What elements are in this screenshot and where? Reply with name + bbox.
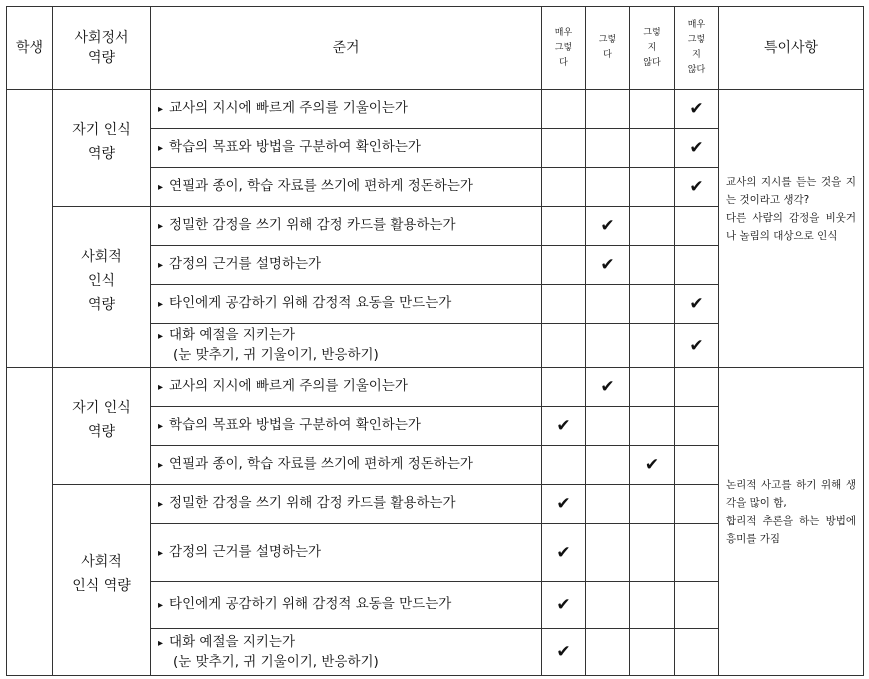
header-scale-strongly-disagree: 매우 그렇 지 않다 <box>675 7 719 90</box>
rating-cell <box>675 90 719 129</box>
criterion-cell <box>151 629 542 676</box>
criterion-cell <box>151 129 542 168</box>
rating-cell <box>630 246 675 285</box>
header-criteria: 준거 <box>151 7 542 90</box>
rating-cell <box>586 524 630 582</box>
rating-cell <box>586 207 630 246</box>
bullet-icon: ▸ <box>158 182 164 193</box>
rating-cell <box>542 485 586 524</box>
criterion-text: 학습의 목표와 방법을 구분하여 확인하는가 <box>169 139 421 155</box>
competency-label: 자기 인식 <box>72 122 131 138</box>
bullet-icon: ▸ <box>158 299 164 310</box>
criterion-cell <box>151 285 542 324</box>
rating-cell <box>542 582 586 629</box>
rating-cell <box>630 207 675 246</box>
header-competency: 사회정서 역량 <box>53 7 151 90</box>
competency-label: 역량 <box>87 146 116 162</box>
check-icon: ✔ <box>689 177 704 197</box>
criterion-text: 연필과 종이, 학습 자료를 쓰기에 편하게 정돈하는가 <box>169 178 473 194</box>
rating-cell <box>542 524 586 582</box>
rating-cell <box>586 629 630 676</box>
rating-cell <box>675 629 719 676</box>
rating-cell <box>586 446 630 485</box>
bullet-icon: ▸ <box>158 260 164 271</box>
rating-cell <box>675 485 719 524</box>
criterion-cell <box>151 446 542 485</box>
rating-cell <box>675 368 719 407</box>
criterion-text: 감정의 근거를 설명하는가 <box>169 256 322 272</box>
rating-cell <box>586 582 630 629</box>
rating-cell <box>630 168 675 207</box>
rating-cell <box>630 485 675 524</box>
table-body <box>7 90 864 676</box>
check-icon: ✔ <box>556 542 571 563</box>
criterion-text: 연필과 종이, 학습 자료를 쓰기에 편하게 정돈하는가 <box>169 456 473 472</box>
rating-cell <box>542 90 586 129</box>
bullet-icon: ▸ <box>158 499 164 510</box>
header-notes: 특이사항 <box>719 7 864 90</box>
rating-cell <box>675 324 719 368</box>
criterion-cell <box>151 246 542 285</box>
competency-cell <box>53 207 151 368</box>
rating-cell <box>586 485 630 524</box>
rating-cell <box>675 207 719 246</box>
rating-cell <box>586 285 630 324</box>
competency-cell <box>53 368 151 485</box>
criterion-cell <box>151 207 542 246</box>
rating-cell <box>675 407 719 446</box>
rating-cell <box>675 524 719 582</box>
criterion-text: 학습의 목표와 방법을 구분하여 확인하는가 <box>169 417 421 433</box>
note-text: 합리적 추론을 하는 방법에 흥미를 가짐 <box>726 514 856 545</box>
rating-cell <box>586 168 630 207</box>
competency-label: 인식 <box>87 273 116 289</box>
rating-cell <box>542 629 586 676</box>
criterion-cell <box>151 368 542 407</box>
check-icon: ✔ <box>689 294 704 314</box>
header-scale-strongly-agree: 매우 그렇 다 <box>542 7 586 90</box>
rating-cell <box>542 246 586 285</box>
rating-cell <box>675 246 719 285</box>
check-icon: ✔ <box>600 377 615 397</box>
rating-cell <box>630 629 675 676</box>
rating-cell <box>675 446 719 485</box>
rating-cell <box>542 168 586 207</box>
header-scale-agree: 그렇 다 <box>586 7 630 90</box>
criterion-text: 감정의 근거를 설명하는가 <box>169 543 322 560</box>
criterion-cell <box>151 524 542 582</box>
criterion-subtext: (눈 맞추기, 귀 기울이기, 반응하기) <box>173 347 379 363</box>
student-cell <box>7 368 53 676</box>
check-icon: ✔ <box>689 99 704 119</box>
rating-cell <box>586 368 630 407</box>
header-scale-disagree: 그렇 지 않다 <box>630 7 675 90</box>
competency-label: 역량 <box>87 424 116 440</box>
check-icon: ✔ <box>556 642 571 662</box>
student-cell <box>7 90 53 368</box>
rating-cell <box>630 368 675 407</box>
header-student: 학생 <box>7 7 53 90</box>
rating-cell <box>542 324 586 368</box>
bullet-icon: ▸ <box>158 143 164 154</box>
rating-cell <box>542 285 586 324</box>
criterion-text: 타인에게 공감하기 위해 감정적 요동을 만드는가 <box>169 596 452 612</box>
criterion-cell <box>151 90 542 129</box>
check-icon: ✔ <box>600 255 615 275</box>
competency-label: 인식 역량 <box>72 578 131 594</box>
rating-cell <box>586 324 630 368</box>
criterion-cell <box>151 485 542 524</box>
criterion-cell <box>151 407 542 446</box>
assessment-table <box>6 6 864 676</box>
criterion-text: 대화 예절을 지키는가 <box>169 633 295 650</box>
note-text: 논리적 사고를 하기 위해 생각을 많이 함, <box>726 478 856 509</box>
table-row <box>7 90 864 129</box>
check-icon: ✔ <box>556 416 571 436</box>
rating-cell <box>630 324 675 368</box>
competency-label: 사회적 <box>81 249 122 265</box>
criterion-text: 교사의 지시에 빠르게 주의를 기울이는가 <box>169 100 408 116</box>
bullet-icon: ▸ <box>158 637 164 649</box>
criterion-text: 정밀한 감정을 쓰기 위해 감정 카드를 활용하는가 <box>169 495 456 511</box>
rating-cell <box>630 582 675 629</box>
rating-cell <box>542 446 586 485</box>
rating-cell <box>630 285 675 324</box>
rating-cell <box>630 446 675 485</box>
bullet-icon: ▸ <box>158 547 164 559</box>
criterion-cell <box>151 324 542 368</box>
bullet-icon: ▸ <box>158 221 164 232</box>
competency-label: 자기 인식 <box>72 400 131 416</box>
competency-label: 사회적 <box>81 554 122 570</box>
criterion-text: 정밀한 감정을 쓰기 위해 감정 카드를 활용하는가 <box>169 217 456 233</box>
note-text: 교사의 지시를 듣는 것을 지는 것이라고 생각? <box>726 175 856 206</box>
header-row <box>7 7 864 90</box>
check-icon: ✔ <box>556 595 571 615</box>
table-row <box>7 368 864 407</box>
competency-label: 역량 <box>87 297 116 313</box>
criterion-text: 대화 예절을 지키는가 <box>169 327 295 343</box>
check-icon: ✔ <box>556 494 571 514</box>
criterion-subtext: (눈 맞추기, 귀 기울이기, 반응하기) <box>173 653 379 670</box>
rating-cell <box>586 90 630 129</box>
rating-cell <box>675 168 719 207</box>
rating-cell <box>630 129 675 168</box>
rating-cell <box>542 129 586 168</box>
rating-cell <box>630 90 675 129</box>
check-icon: ✔ <box>600 216 615 236</box>
competency-cell <box>53 90 151 207</box>
notes-cell <box>719 90 864 368</box>
bullet-icon: ▸ <box>158 421 164 432</box>
rating-cell <box>586 129 630 168</box>
criterion-text: 타인에게 공감하기 위해 감정적 요동을 만드는가 <box>169 295 452 311</box>
criterion-text: 교사의 지시에 빠르게 주의를 기울이는가 <box>169 378 408 394</box>
criterion-cell <box>151 582 542 629</box>
bullet-icon: ▸ <box>158 331 164 342</box>
rating-cell <box>630 407 675 446</box>
rating-cell <box>542 368 586 407</box>
rating-cell <box>630 524 675 582</box>
rating-cell <box>675 582 719 629</box>
criterion-cell <box>151 168 542 207</box>
check-icon: ✔ <box>689 335 704 356</box>
bullet-icon: ▸ <box>158 382 164 393</box>
rating-cell <box>675 285 719 324</box>
rating-cell <box>586 407 630 446</box>
rating-cell <box>542 407 586 446</box>
rating-cell <box>675 129 719 168</box>
notes-cell <box>719 368 864 676</box>
competency-cell <box>53 485 151 676</box>
bullet-icon: ▸ <box>158 600 164 611</box>
check-icon: ✔ <box>689 138 704 158</box>
check-icon: ✔ <box>644 455 660 475</box>
rating-cell <box>542 207 586 246</box>
rating-cell <box>586 246 630 285</box>
bullet-icon: ▸ <box>158 104 164 115</box>
bullet-icon: ▸ <box>158 460 164 471</box>
note-text: 다른 사람의 감정을 비웃거나 놀림의 대상으로 인식 <box>726 211 856 242</box>
